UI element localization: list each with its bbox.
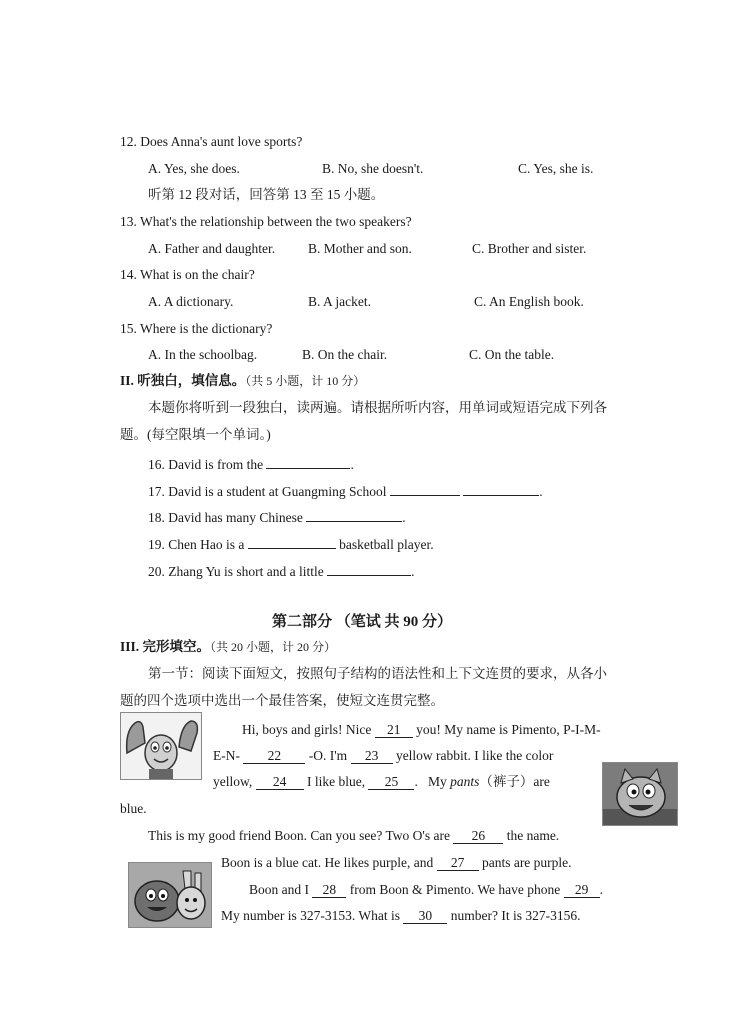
p2-text-b: -O. I'm — [308, 748, 348, 763]
section-2-instruction-line-2: 题。(每空限填一个单词。) — [120, 427, 271, 442]
p5-text-a: This is my good friend Boon. Can you see? Two O's are — [148, 828, 450, 843]
q16-blank[interactable] — [266, 453, 350, 469]
section-3-heading — [120, 638, 336, 656]
question-16 — [148, 453, 354, 474]
section-3-instruction-line-2: 题的四个选项中选出一个最佳答案，使短文连贯完整。 — [120, 693, 444, 708]
q16-period: . — [350, 457, 354, 472]
boon-cat-image — [602, 762, 678, 826]
p8-text-b: number? It is 327-3156. — [450, 908, 581, 923]
p7-text-a: Boon and I — [249, 882, 309, 897]
p1-text-a: Hi, boys and girls! Nice — [242, 722, 372, 737]
q19-blank[interactable] — [248, 533, 336, 549]
q16-text: 16. David is from the — [148, 457, 264, 472]
blank-30[interactable]: 30 — [403, 908, 447, 924]
q18-blank[interactable] — [306, 506, 402, 522]
question-18 — [148, 506, 406, 527]
question-19 — [148, 533, 434, 554]
q18-period: . — [402, 510, 406, 525]
q12-option-a: A. Yes, she does. — [148, 161, 240, 176]
passage-line-5 — [148, 827, 559, 845]
q17-blank-2[interactable] — [463, 480, 539, 496]
q19-text-before: 19. Chen Hao is a — [148, 537, 245, 552]
blank-29[interactable]: 29 — [564, 882, 600, 898]
part-2-title: 第二部分 （笔试 共 90 分） — [272, 614, 453, 630]
question-20 — [148, 560, 414, 581]
p3-text-f: （裤子）are — [479, 774, 550, 789]
listening-instruction: 听第 12 段对话，回答第 13 至 15 小题。 — [148, 187, 385, 202]
p7-text-c: . — [599, 882, 604, 897]
blank-25[interactable]: 25 — [368, 774, 414, 790]
passage-line-4: blue. — [120, 801, 147, 816]
passage-line-6 — [221, 854, 572, 872]
blank-21[interactable]: 21 — [375, 722, 413, 738]
p2-text-c: yellow rabbit. I like the color — [395, 748, 554, 763]
section-3-title: III. 完形填空。 — [120, 639, 211, 654]
q14-option-a: A. A dictionary. — [148, 294, 234, 309]
passage-line-2 — [213, 747, 553, 765]
blank-26[interactable]: 26 — [453, 828, 503, 844]
p7-text-b: from Boon & Pimento. We have phone — [349, 882, 561, 897]
question-14-stem: 14. What is on the chair? — [120, 267, 255, 282]
p2-text-a: E-N- — [213, 748, 240, 763]
section-2-title: II. 听独白，填信息。 — [120, 373, 246, 388]
q20-period: . — [411, 564, 415, 579]
q18-text: 18. David has many Chinese — [148, 510, 303, 525]
blank-24[interactable]: 24 — [256, 774, 304, 790]
q13-option-a: A. Father and daughter. — [148, 241, 276, 256]
q17-blank-1[interactable] — [390, 480, 460, 496]
question-13-stem: 13. What's the relationship between the two speakers? — [120, 214, 412, 229]
q19-text-after: basketball player. — [339, 537, 434, 552]
q13-option-c: C. Brother and sister. — [472, 241, 587, 256]
q20-blank[interactable] — [327, 560, 411, 576]
p8-text-a: My number is 327-3153. What is — [221, 908, 400, 923]
section-2-heading — [120, 372, 365, 390]
section-2-note: （共 5 小题，计 10 分） — [245, 374, 366, 388]
question-15-stem: 15. Where is the dictionary? — [120, 321, 273, 336]
q15-option-c: C. On the table. — [469, 347, 555, 362]
passage-line-1 — [242, 721, 601, 739]
p3-italic-pants: pants — [450, 774, 480, 789]
q12-option-c: C. Yes, she is. — [518, 161, 594, 176]
p3-text-b: I like blue, — [307, 774, 366, 789]
q14-option-b: B. A jacket. — [308, 294, 371, 309]
section-3-note: （共 20 小题，计 20 分） — [210, 640, 337, 654]
q15-option-a: A. In the schoolbag. — [148, 347, 258, 362]
q15-option-b: B. On the chair. — [302, 347, 388, 362]
blank-22[interactable]: 22 — [243, 748, 305, 764]
p1-text-b: you! My name is Pimento, P-I-M- — [416, 722, 601, 737]
blank-27[interactable]: 27 — [437, 855, 479, 871]
p5-text-b: the name. — [506, 828, 560, 843]
q20-text: 20. Zhang Yu is short and a little — [148, 564, 324, 579]
question-17 — [148, 480, 543, 501]
pimento-rabbit-image — [120, 712, 202, 780]
q14-option-c: C. An English book. — [474, 294, 584, 309]
blank-23[interactable]: 23 — [351, 748, 393, 764]
passage-line-7 — [249, 881, 603, 899]
passage-line-3 — [213, 773, 550, 791]
q17-period: . — [539, 484, 543, 499]
q17-text: 17. David is a student at Guangming School — [148, 484, 387, 499]
p6-text-a: Boon is a blue cat. He likes purple, and — [221, 855, 434, 870]
question-12-stem: 12. Does Anna's aunt love sports? — [120, 134, 303, 149]
p3-text-d: My — [427, 774, 447, 789]
boon-and-pimento-image — [128, 862, 212, 928]
blank-28[interactable]: 28 — [312, 882, 346, 898]
q12-option-b: B. No, she doesn't. — [322, 161, 424, 176]
q13-option-b: B. Mother and son. — [308, 241, 412, 256]
p6-text-b: pants are purple. — [481, 855, 572, 870]
p3-text-a: yellow, — [213, 774, 253, 789]
p3-text-c: . — [414, 774, 418, 789]
section-3-instruction-line-1: 第一节：阅读下面短文，按照句子结构的语法性和上下文连贯的要求，从各小 — [148, 666, 607, 681]
section-2-instruction-line-1: 本题你将听到一段独白，读两遍。请根据所听内容，用单词或短语完成下列各 — [148, 400, 607, 415]
passage-line-8 — [221, 907, 580, 925]
